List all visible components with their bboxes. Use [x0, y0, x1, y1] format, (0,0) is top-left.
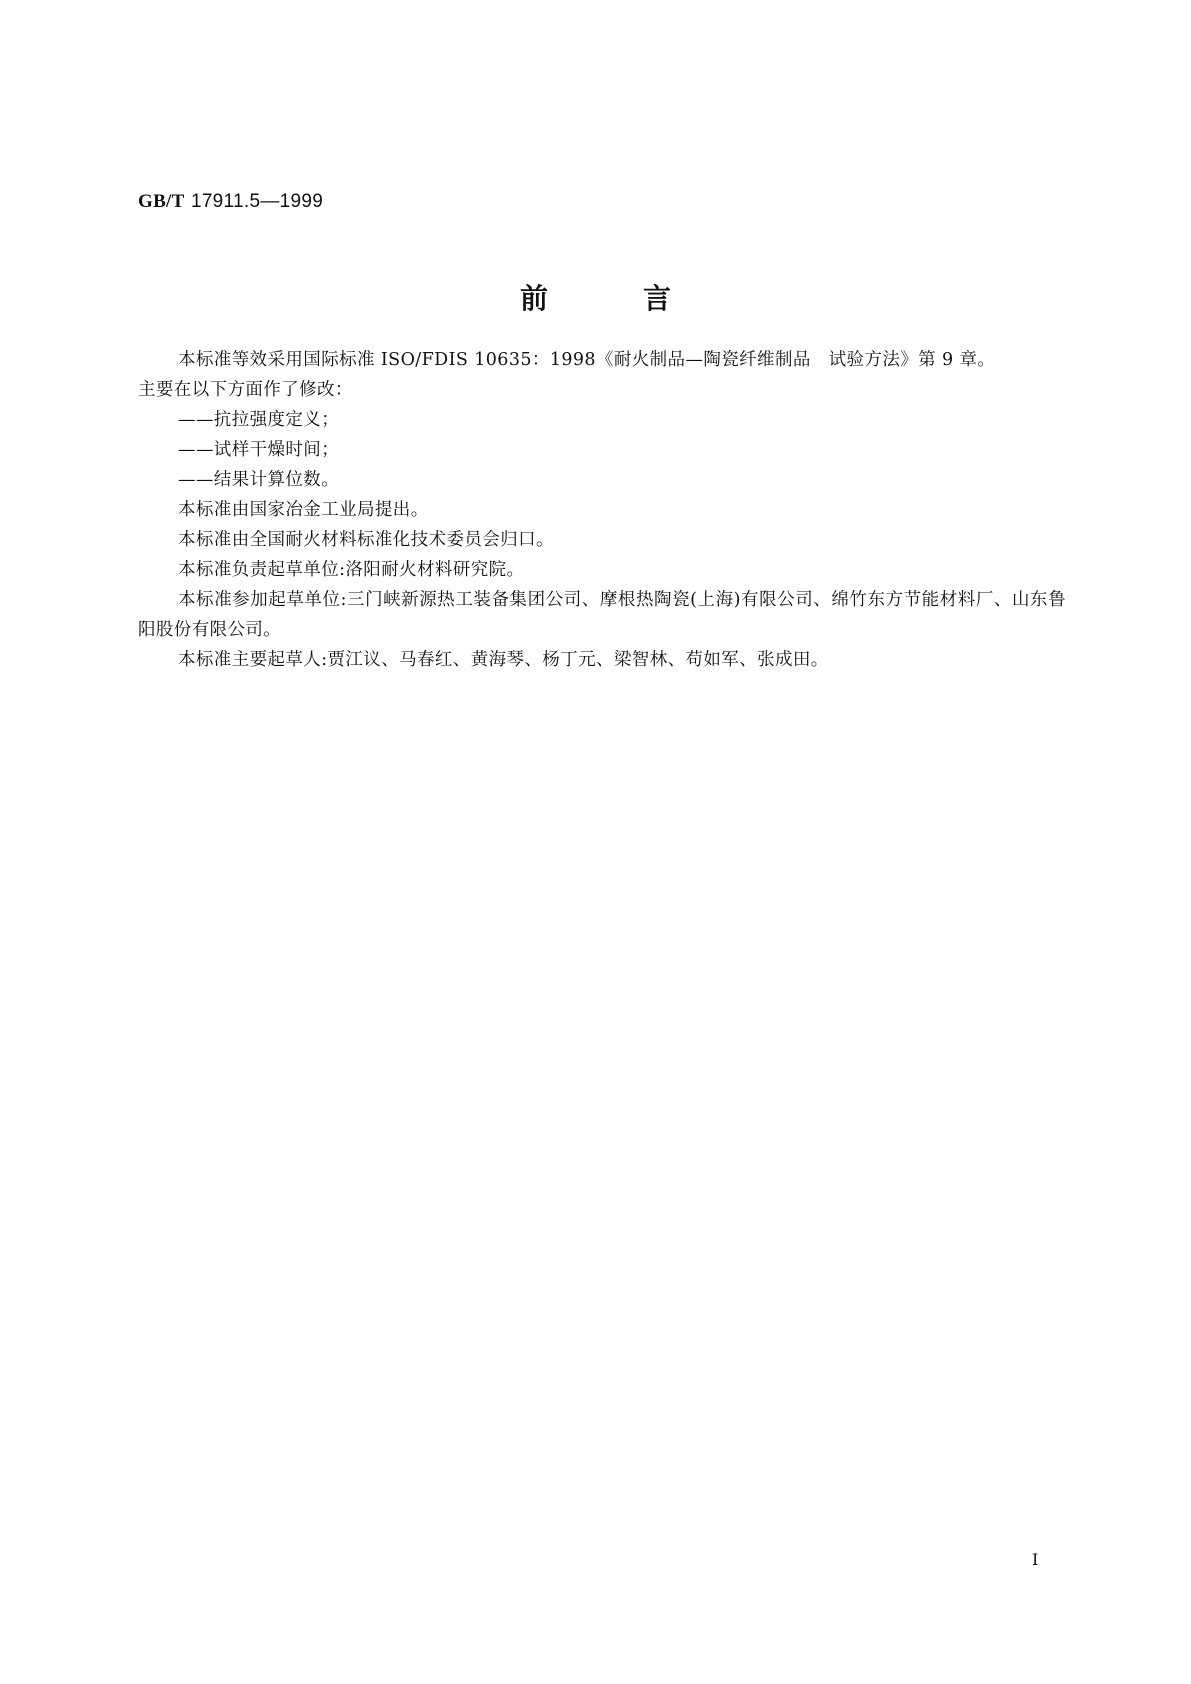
paragraph-centralized-by: 本标准由全国耐火材料标准化技术委员会归口。	[178, 530, 554, 550]
paragraph-proposed-by: 本标准由国家冶金工业局提出。	[178, 500, 429, 520]
page-number: I	[1032, 1550, 1039, 1569]
paragraph-main-drafters: 本标准主要起草人:贾江议、马春红、黄海琴、杨丁元、梁智林、苟如军、张成田。	[178, 650, 829, 670]
page-title: 前言	[519, 282, 766, 315]
paragraph-modifications-intro: 主要在以下方面作了修改：	[138, 380, 353, 400]
standard-prefix: GB/T	[138, 191, 185, 212]
list-item-drying-time: ——试样干燥时间；	[178, 440, 340, 460]
list-item-tensile-strength: ——抗拉强度定义；	[178, 410, 340, 430]
standard-code	[138, 190, 323, 213]
paragraph-adoption: 本标准等效采用国际标准 ISO/FDIS 10635：1998《耐火制品—陶瓷纤维制品 试验方法》第 9 章。	[178, 350, 996, 370]
standard-number: 17911.5—1999	[190, 191, 324, 212]
foreword-body	[138, 345, 1066, 675]
paragraph-participating-drafters: 本标准参加起草单位:三门峡新源热工装备集团公司、摩根热陶瓷(上海)有限公司、绵竹东方节能材料厂、山东鲁阳股份有限公司。	[138, 590, 1066, 640]
list-item-result-digits: ——结果计算位数。	[178, 470, 340, 490]
paragraph-responsible-drafter: 本标准负责起草单位:洛阳耐火材料研究院。	[178, 560, 525, 580]
